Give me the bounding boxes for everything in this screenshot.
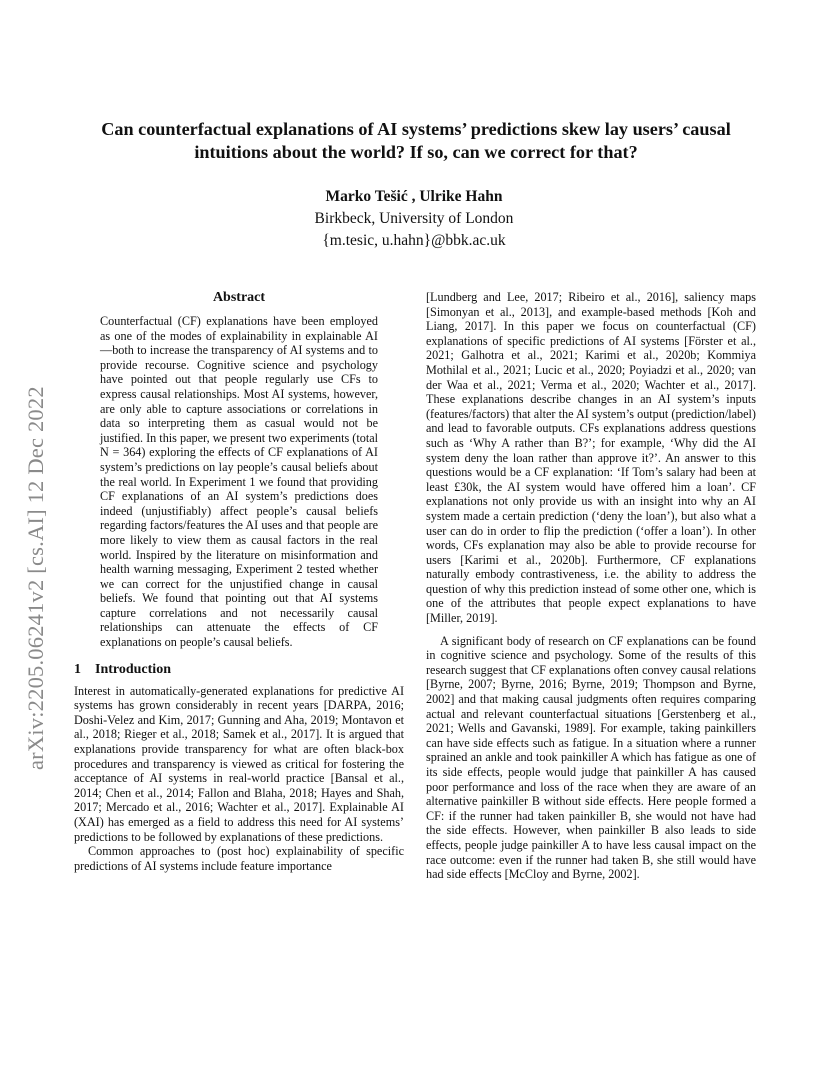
- right-paragraph-1: [Lundberg and Lee, 2017; Ribeiro et al., 2016], saliency maps [Simonyan et al., 2013], and example-based methods [Koh and Liang, 2017]. In this paper we focus on counterfactual (CF) explanations of specific predictions of AI systems [Förster et al., 2021; Galhotra et al., 2021; Karimi et al., 2020b; Kommiya Mothilal et al., 2021; Lucic et al., 2020; Poyiadzi et al., 2020; van der Waa et al., 2021; Verma et al., 2020; Wachter et al., 2017]. These explanations describe changes in an AI system’s inputs (features/factors) that alter the AI system’s output (prediction/label) and lead to favorable outputs. CFs explanations address questions such as ‘Why A rather than B?’; for example, ‘Why did the AI system deny the loan rather than approve it?’. An answer to this questions would be a CF explanation: ‘If Tom’s salary had been at least £30k, the AI system would have offered him a loan’. CF explanations not only provide us with an insight into why an AI system made a certain prediction (‘deny the loan’), but also what a user can do in order to flip the prediction (‘offer a loan’). In other words, CFs explanation may also be able to provide recourse for users [Karimi et al., 2020b]. Furthermore, CF explanations naturally embody contrastiveness, i.e. the ability to address the question of why this prediction instead of some other one, which is one of the attributes that people expect explanations to have [Miller, 2019].: [426, 290, 756, 626]
- author-block: [200, 186, 628, 252]
- section-title: Introduction: [95, 661, 171, 677]
- right-column: [426, 290, 756, 882]
- section-heading-introduction: [74, 662, 404, 678]
- abstract-text: Counterfactual (CF) explanations have been employed as one of the modes of explainability in explainable AI—both to increase the transparency of AI systems and to provide recourse. Cognitive science and psychology have pointed out that people regularly use CFs to express causal relationships. Most AI systems, however, are only able to capture associations or correlations in data so interpreting them as casual would not be justified. In this paper, we present two experiments (total N = 364) exploring the effects of CF explanations of AI system’s predictions on lay people’s causal beliefs about the real world. In Experiment 1 we found that providing CF explanations of an AI system’s predictions does indeed (unjustifiably) affect people’s causal beliefs regarding factors/features the AI uses and that people are more likely to view them as causal factors in the real world. Inspired by the literature on misinformation and health warning messaging, Experiment 2 tested whether we can correct for the unjustified change in causal beliefs. We found that pointing out that AI systems capture correlations and not necessarily causal relationships can attenuate the effects of CF explanations on people’s causal beliefs.: [100, 314, 378, 650]
- arxiv-identifier-stamp: [22, 290, 50, 770]
- abstract-heading: Abstract: [212, 290, 266, 305]
- intro-paragraph-1: Interest in automatically-generated explanations for predictive AI systems has grown considerably in recent years [DARPA, 2016; Doshi-Velez and Kim, 2017; Gunning and Aha, 2019; Montavon et al., 2018; Rieger et al., 2018; Samek et al., 2017]. It is argued that explanations provide transparency for what are often black-box procedures and transparency is viewed as critical for fostering the acceptance of AI systems in real-world practice [Bansal et al., 2014; Chen et al., 2014; Fallon and Blaha, 2018; Hayes and Shah, 2017; Mercado et al., 2016; Wachter et al., 2017]. Explainable AI (XAI) has emerged as a field to address this need for AI systems’ predictions to be followed by explanations of these predictions.: [74, 683, 404, 844]
- paper-title: Can counterfactual explanations of AI systems’ predictions skew lay users’ causal intuitions about the world? If so, can we correct for that?: [101, 119, 731, 162]
- author-affiliation: Birkbeck, University of London: [314, 210, 514, 227]
- right-paragraph-2: A significant body of research on CF explanations can be found in cognitive science and psychology. Some of the results of this research suggest that CF explanations often convey causal relations [Byrne, 2007; Byrne, 2016; Byrne, 2019; Thompson and Byrne, 2002] and that making causal judgments often requires comparing actual and relevant counterfactual situations [Gerstenberg et al., 2021; Wells and Gavanski, 1989]. For example, taking painkillers can have side effects such as fatigue. In a situation where a runner sprained an ankle and took painkiller A which has fatigue as one of its side effects, people would judge that painkiller A has caused poor performance and loss of the race when they are aware of an alternative painkiller B without side effects. Here people formed a CF: if the runner had taken painkiller B, she would not have had the side effects. However, when painkiller B also leads to side effects, people judge painkiller A to have less causal impact on the race outcome: even if the runner had taken B, she still would have had side effects [McCloy and Byrne, 2002].: [426, 633, 756, 882]
- left-column: [74, 290, 404, 873]
- section-number: 1: [74, 661, 81, 677]
- author-email: {m.tesic, u.hahn}@bbk.ac.uk: [322, 232, 506, 249]
- arxiv-id-text: arXiv:2205.06241v2 [cs.AI] 12 Dec 2022: [23, 386, 48, 770]
- intro-paragraph-2: Common approaches to (post hoc) explainability of specific predictions of AI systems include feature importance: [74, 844, 404, 873]
- author-names: Marko Tešić , Ulrike Hahn: [325, 188, 503, 205]
